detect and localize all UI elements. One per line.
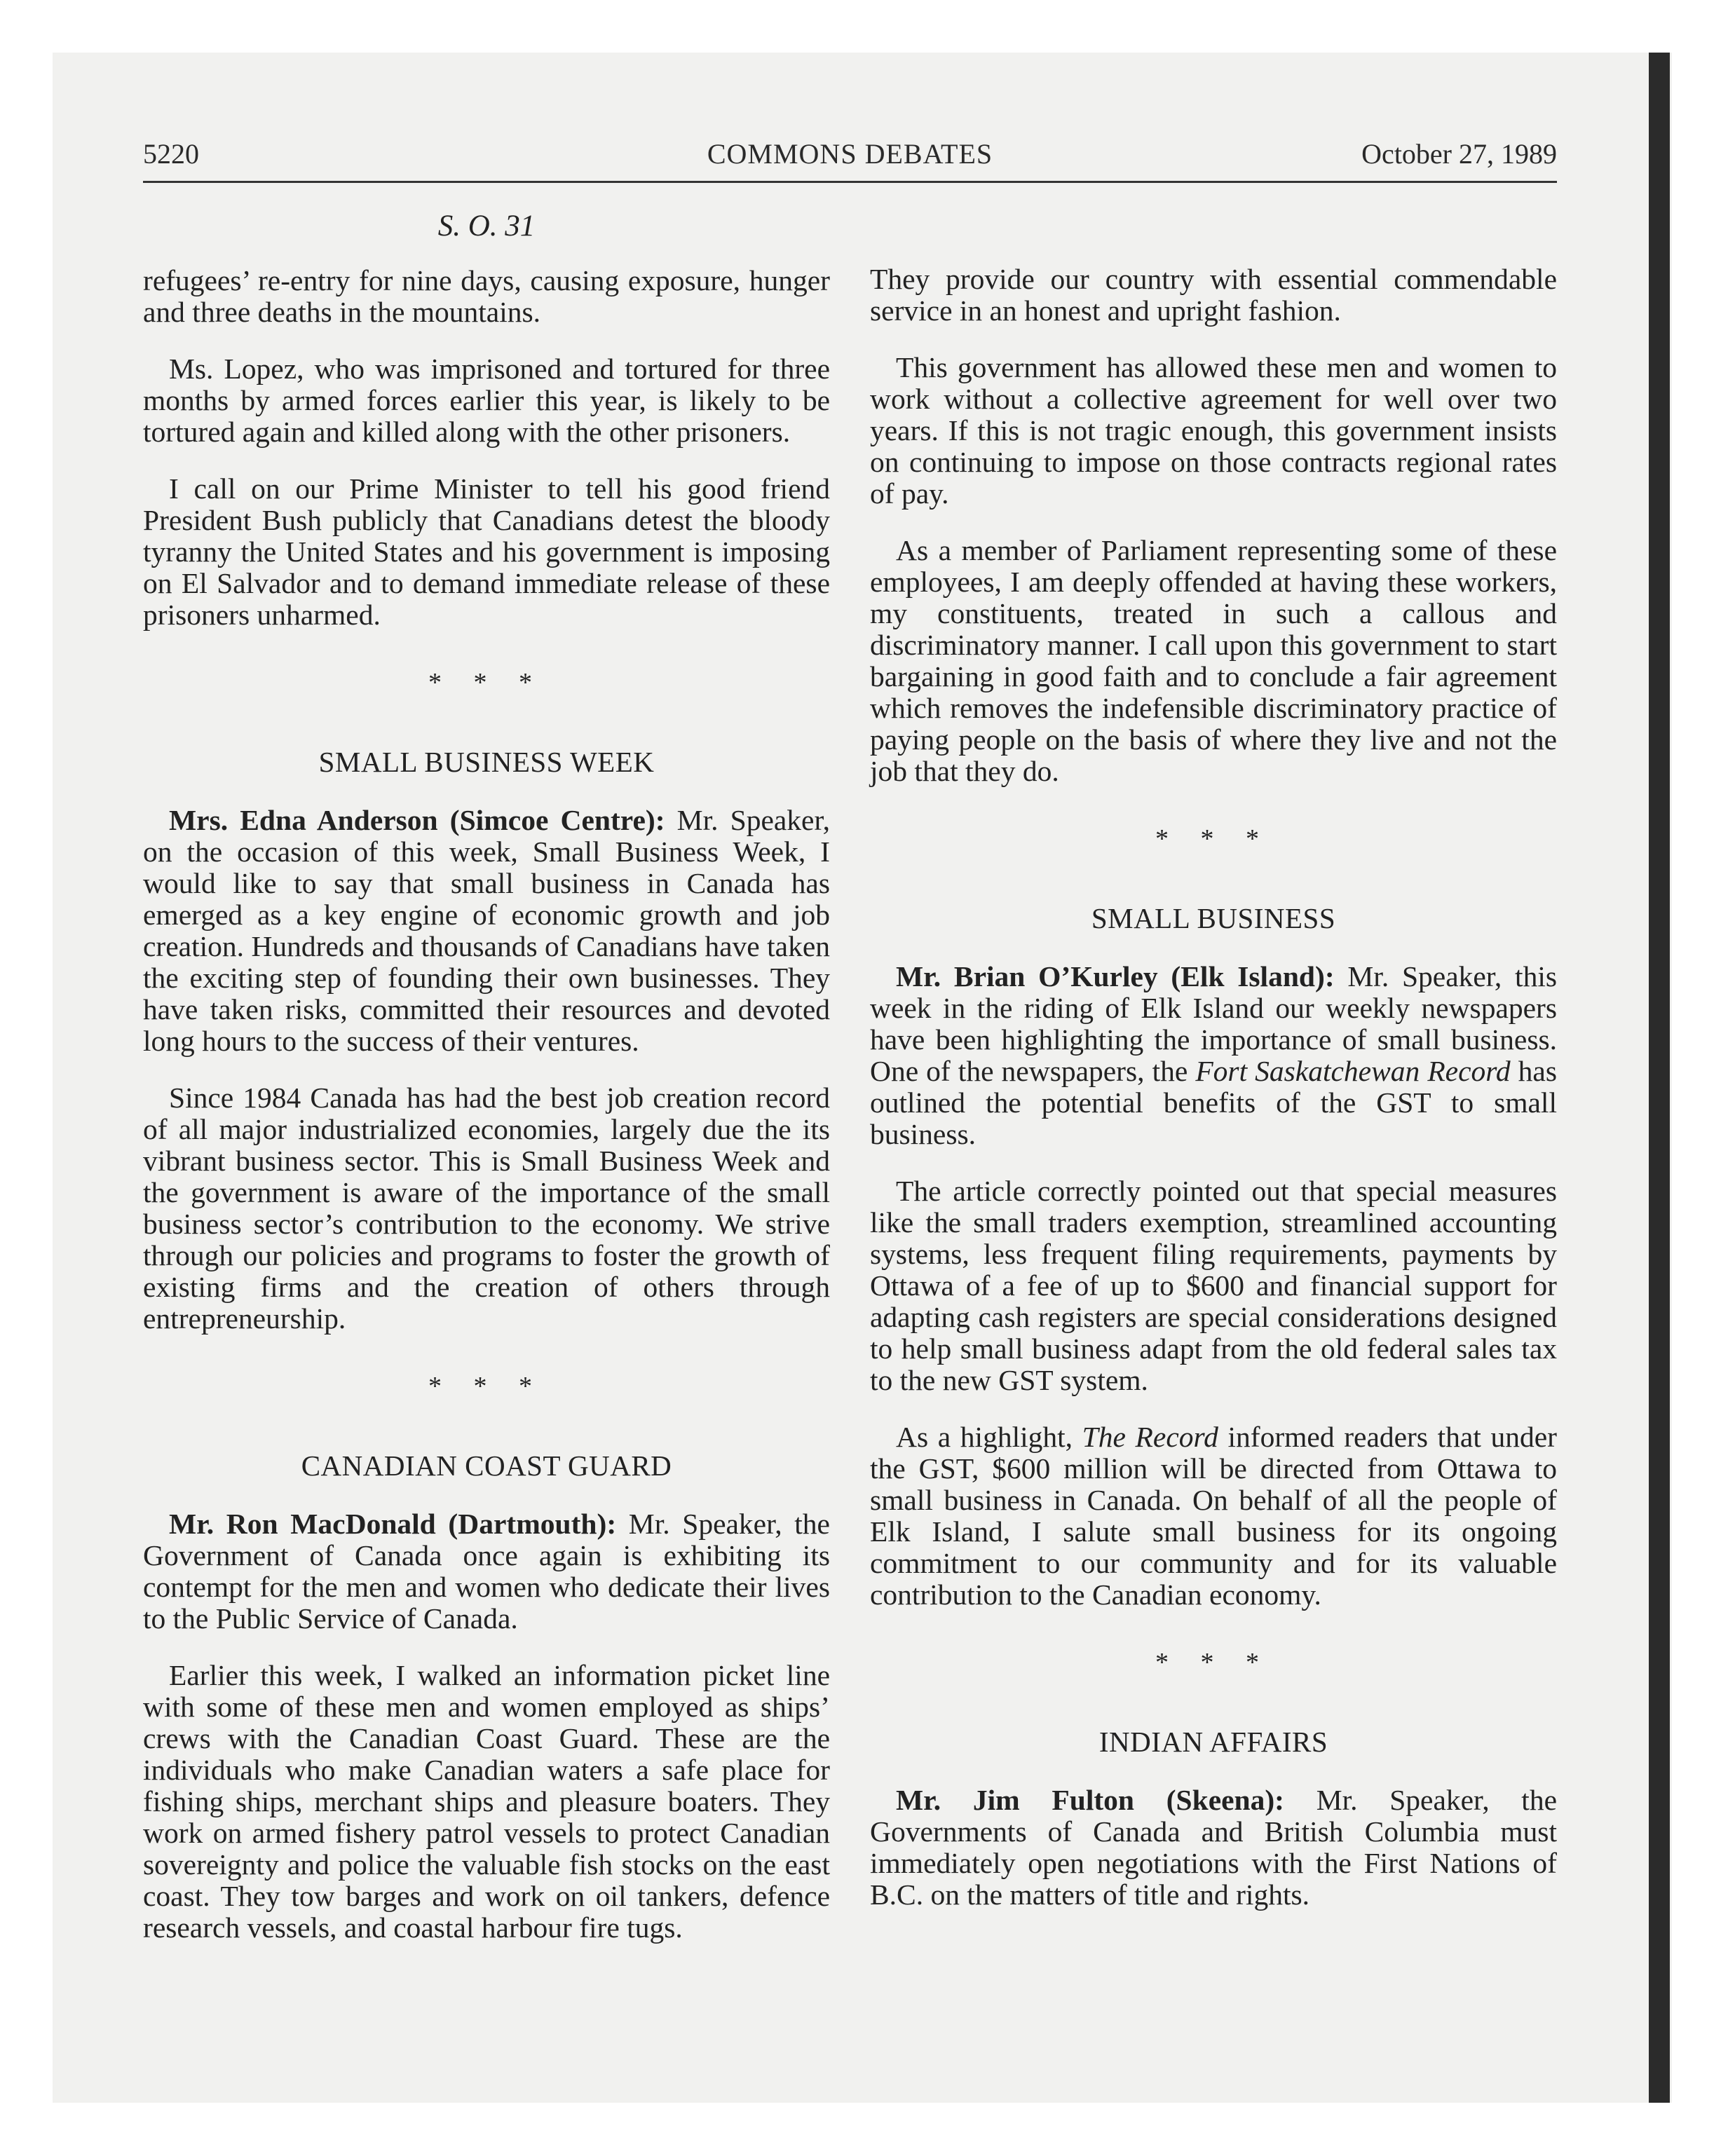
paragraph	[870, 1785, 1557, 1911]
page-number: 5220	[143, 138, 199, 170]
paragraph-text: As a highlight,	[896, 1421, 1082, 1453]
section-heading: INDIAN AFFAIRS	[1098, 1726, 1328, 1758]
paragraph: They provide our country with essential commendable service in an honest and upright fashion.	[870, 263, 1557, 327]
paragraph-text: Mr. Speaker, on the occasion of this week, Small Business Week, I would like to say that small business in Canada has emerged as a key engine of economic growth and job creation. Hundreds and thousands of Canadians have taken the exciting step of founding their own businesses. They have taken risks, committed their resources and devoted long hours to the success of their ventures.	[143, 804, 830, 1057]
paragraph: Ms. Lopez, who was imprisoned and tortured for three months by armed forces earlier this year, is likely to be tortured again and killed along with the other prisoners.	[143, 353, 830, 448]
paragraph	[870, 961, 1557, 1150]
section-separator: * * *	[1155, 1648, 1272, 1677]
paragraph: refugees’ re-entry for nine days, causing exposure, hunger and three deaths in the mountains.	[143, 264, 830, 328]
paragraph	[143, 1508, 830, 1635]
section-tag: S. O. 31	[437, 210, 536, 243]
scan-edge-shadow	[1649, 53, 1670, 2103]
paragraph	[870, 1421, 1557, 1611]
speaker-name: Mrs. Edna Anderson (Simcoe Centre):	[169, 804, 665, 836]
section-heading: SMALL BUSINESS	[1091, 902, 1336, 934]
paragraph: Since 1984 Canada has had the best job creation record of all major industrialized economies, largely due the its vibrant business sector. This is Small Business Week and the government is aware of the importance of the small business sector’s contribution to the economy. We strive through our policies and programs to foster the growth of existing firms and the creation of others through entrepreneurship.	[143, 1082, 830, 1335]
header-rule	[143, 181, 1557, 183]
paragraph	[143, 805, 830, 1057]
paragraph-text: informed readers that under the GST, $600 million will be directed from Ottawa to small business in Canada. On behalf of all the people of Elk Island, I salute small business for its ongoing commitment to our community and for its valuable contribution to the Canadian economy.	[870, 1421, 1557, 1611]
speaker-name: Mr. Brian O’Kurley (Elk Island):	[896, 960, 1335, 992]
speaker-name: Mr. Ron MacDonald (Dartmouth):	[169, 1508, 617, 1540]
paragraph-text: Mr. Speaker, the Government of Canada once again is exhibiting its contempt for the men and women who dedicate their lives to the Public Service of Canada.	[143, 1508, 830, 1635]
right-column	[870, 264, 1557, 1936]
section-separator: * * *	[428, 668, 545, 697]
paragraph-text: has outlined the potential benefits of the GST to small business.	[870, 1055, 1557, 1150]
paragraph: This government has allowed these men and women to work without a collective agreement for well over two years. If this is not tragic enough, this government insists on continuing to impose on those contracts regional rates of pay.	[870, 351, 1557, 510]
paragraph-text: Mr. Speaker, the Governments of Canada and British Columbia must immediately open negotiations with the First Nations of B.C. on the matters of title and rights.	[870, 1784, 1557, 1911]
paragraph: Earlier this week, I walked an information picket line with some of these men and women employed as ships’ crews with the Canadian Coast Guard. These are the individuals who make Canadian waters a safe place for fishing ships, merchant ships and pleasure boaters. They work on armed fishery patrol vessels to protect Canadian sovereignty and police the valuable fish stocks on the east coast. They tow barges and work on oil tankers, defence research vessels, and coastal harbour fire tugs.	[143, 1659, 830, 1944]
newspaper-title: Fort Saskatchewan Record	[1195, 1055, 1511, 1087]
paragraph: The article correctly pointed out that special measures like the small traders exemption, streamlined accounting systems, less frequent filing requirements, payments by Ottawa of a fee of up to $600 and financial support for adapting cash registers are special considerations designed to help small business adapt from the old federal sales tax to the new GST system.	[870, 1175, 1557, 1396]
section-heading: SMALL BUSINESS WEEK	[318, 746, 655, 778]
journal-title: COMMONS DEBATES	[707, 138, 993, 170]
left-column	[143, 265, 830, 1969]
paragraph-text: Mr. Speaker, this week in the riding of Elk Island our weekly newspapers have been highlighting the importance of small business. One of the newspapers, the	[870, 960, 1558, 1087]
issue-date: October 27, 1989	[1361, 138, 1557, 170]
speaker-name: Mr. Jim Fulton (Skeena):	[896, 1784, 1285, 1816]
running-header	[143, 137, 1557, 179]
section-separator: * * *	[428, 1372, 545, 1401]
paragraph: As a member of Parliament representing some of these employees, I am deeply offended at having these workers, my constituents, treated in such a callous and discriminatory manner. I call upon this government to start bargaining in good faith and to conclude a fair agreement which removes the indefensible discriminatory practice of paying people on the basis of where they live and not the job that they do.	[870, 534, 1557, 787]
newspaper-title: The Record	[1082, 1421, 1218, 1453]
paragraph: I call on our Prime Minister to tell his good friend President Bush publicly that Canadians detest the bloody tyranny the United States and his government is imposing on El Salvador and to demand immediate release of these prisoners unharmed.	[143, 472, 830, 631]
section-heading: CANADIAN COAST GUARD	[301, 1449, 672, 1482]
section-separator: * * *	[1155, 824, 1272, 854]
